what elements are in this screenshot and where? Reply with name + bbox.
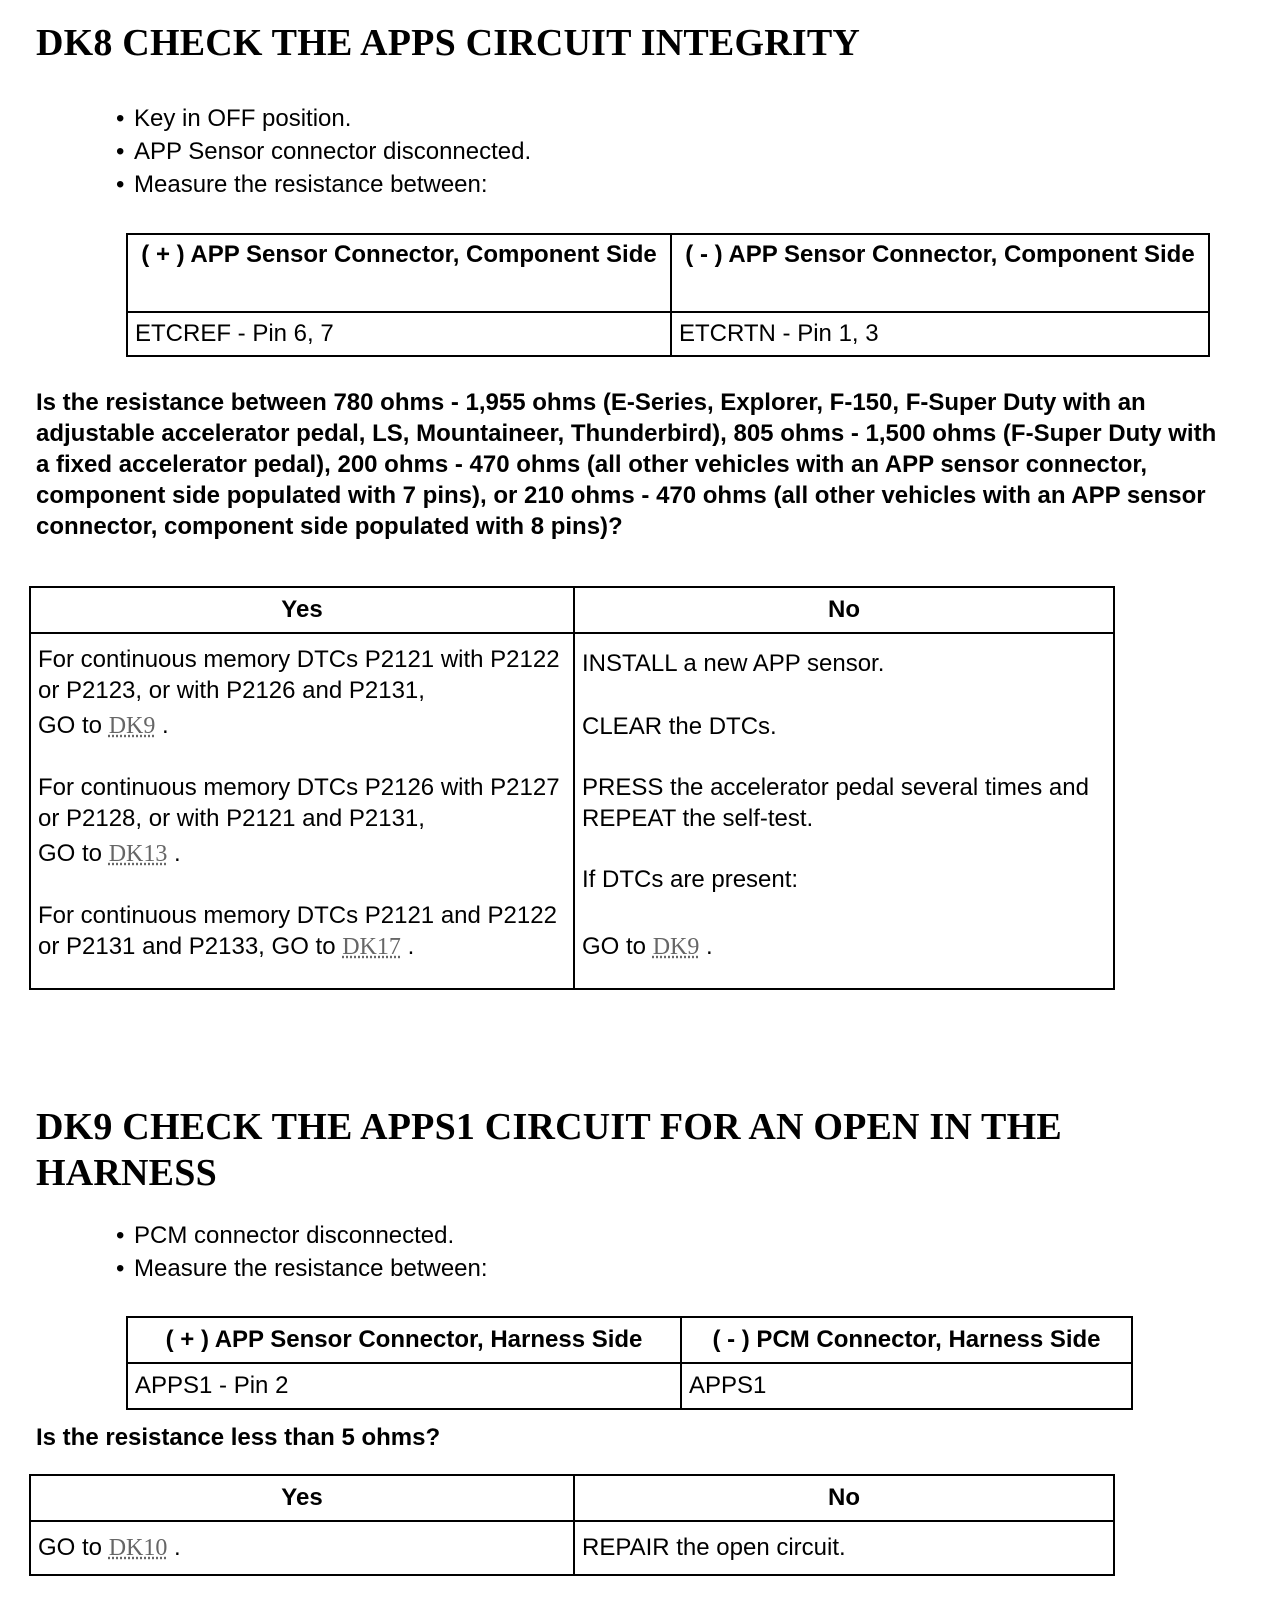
goto-line [582,931,1106,963]
link-dk9[interactable]: DK9 [652,934,700,960]
dk8-question: Is the resistance between 780 ohms - 1,955 ohms (E-Series, Explorer, F-150, F-Super Duty with an adjustable accelerator pedal, LS, Mountaineer, Thunderbird), 805 ohms - 1,500 ohms (F-Super Duty with a fixed accelerator pedal), 200 ohms - 470 ohms (all other vehicles with an APP sensor connector, component side populated with 7 pins), or 210 ohms - 470 ohms (all other vehicles with an APP sensor connector, component side populated with 8 pins)? [36,389,1217,540]
dk8-answer-table [29,586,1115,990]
period: . [407,933,415,960]
yes-header: Yes [30,1475,574,1521]
positive-lead-header: ( + ) APP Sensor Connector, Harness Side [127,1317,681,1363]
link-dk9[interactable]: DK9 [108,713,156,739]
goto-label: GO to [38,712,103,739]
no-line: CLEAR the DTCs. [582,713,777,740]
goto-label: GO to [38,1534,103,1561]
negative-lead-header: ( - ) PCM Connector, Harness Side [681,1317,1132,1363]
no-cell: REPAIR the open circuit. [574,1521,1114,1575]
yes-option-1 [38,644,566,742]
goto-label: GO to [38,840,103,867]
period: . [174,1534,181,1561]
yes-cell [30,1521,574,1575]
no-line: If DTCs are present: [582,866,799,893]
dk8-measurement-table [126,233,1210,357]
yes-option-3 [38,900,566,963]
dk8-title: DK8 CHECK THE APPS CIRCUIT INTEGRITY [36,22,861,64]
step-item: • Key in OFF position. [116,102,531,135]
yes-cell [30,633,574,989]
link-dk13[interactable]: DK13 [108,841,168,867]
period: . [162,712,169,739]
step-item: • APP Sensor connector disconnected. [116,135,531,168]
goto-line [38,710,566,742]
dk9-title: DK9 CHECK THE APPS1 CIRCUIT FOR AN OPEN IN THE HARNESS [36,1106,1062,1194]
yes-option-text: For continuous memory DTCs P2121 with P2122 or P2123, or with P2126 and P2131, [38,646,560,704]
yes-option-text: For continuous memory DTCs P2121 and P2122 or P2131 and P2133, GO to [38,902,557,960]
yes-option-2 [38,772,566,870]
dk9-step-list [116,1219,488,1285]
step-item: • Measure the resistance between: [116,1252,488,1285]
no-cell [574,633,1114,989]
dk9-measurement-table [126,1316,1133,1410]
dk9-question: Is the resistance less than 5 ohms? [36,1424,441,1451]
positive-lead-header: ( + ) APP Sensor Connector, Component Side [127,234,671,312]
link-dk10[interactable]: DK10 [108,1535,168,1561]
goto-line [38,838,566,870]
positive-lead-value: APPS1 - Pin 2 [127,1363,681,1409]
negative-lead-value: APPS1 [681,1363,1132,1409]
negative-lead-value: ETCRTN - Pin 1, 3 [671,312,1209,356]
negative-lead-header: ( - ) APP Sensor Connector, Component Side [671,234,1209,312]
dk8-step-list [116,102,531,201]
dk9-answer-table [29,1474,1115,1576]
link-dk17[interactable]: DK17 [342,934,401,960]
no-header: No [574,1475,1114,1521]
no-header: No [574,587,1114,633]
yes-option-text: For continuous memory DTCs P2126 with P2127 or P2128, or with P2121 and P2131, [38,774,560,832]
positive-lead-value: ETCREF - Pin 6, 7 [127,312,671,356]
step-item: • PCM connector disconnected. [116,1219,488,1252]
yes-header: Yes [30,587,574,633]
step-item: • Measure the resistance between: [116,168,531,201]
no-line: PRESS the accelerator pedal several times and REPEAT the self-test. [582,774,1089,832]
goto-label: GO to [582,933,647,960]
period: . [706,933,713,960]
no-line: INSTALL a new APP sensor. [582,650,885,677]
period: . [174,840,181,867]
